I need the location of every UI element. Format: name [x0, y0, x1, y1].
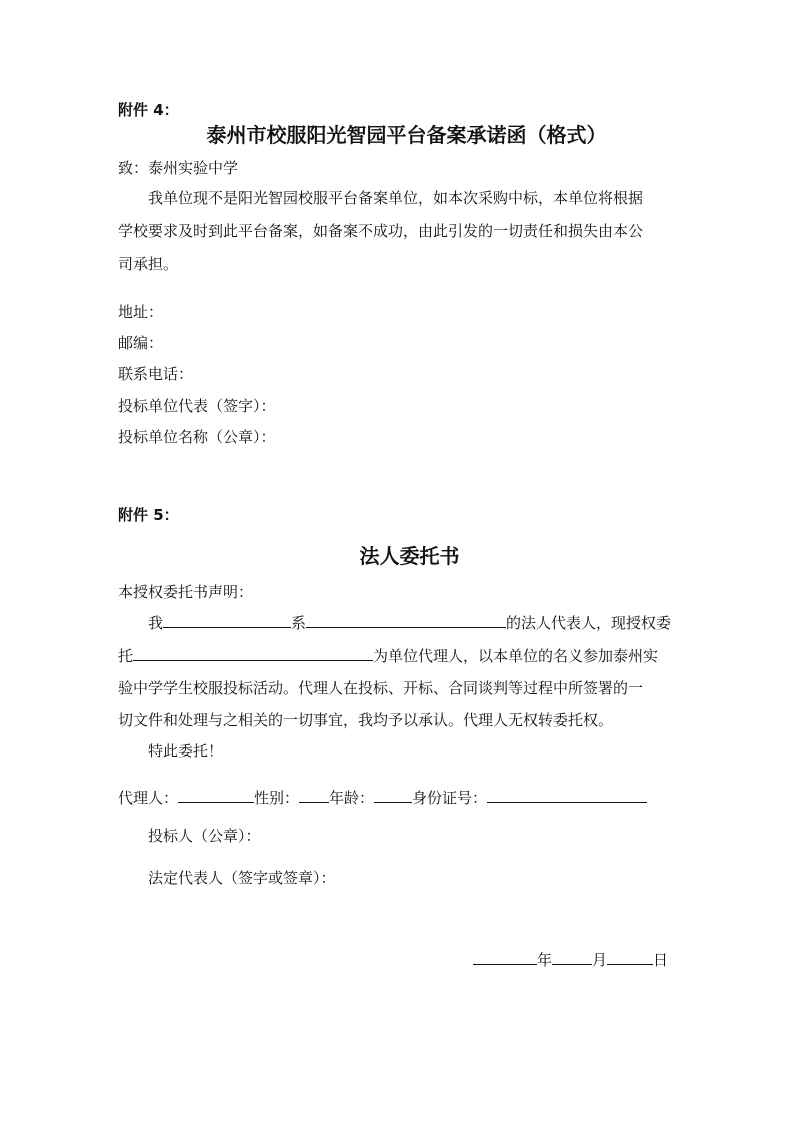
authorization-body-line-4: 切文件和处理与之相关的一切事宜，我均予以承认。代理人无权转委托权。 [118, 711, 614, 729]
text-wo: 我 [148, 614, 164, 632]
blank-agent[interactable] [178, 787, 254, 803]
blank-agent-name[interactable] [133, 645, 373, 661]
commitment-body-line-2: 学校要求及时到此平台备案，如备案不成功，由此引发的一切责任和损失由本公 [118, 222, 644, 240]
field-postcode: 邮编： [118, 334, 164, 352]
blank-company-name[interactable] [306, 612, 506, 628]
commitment-body-line-1: 我单位现不是阳光智园校服平台备案单位，如本次采购中标，本单位将根据 [148, 189, 644, 207]
agent-info-row [118, 787, 647, 808]
blank-year[interactable] [473, 949, 537, 965]
commitment-body-line-3: 司承担。 [118, 255, 179, 273]
attachment-4-title: 泰州市校服阳光智园平台备案承诺函（格式） [206, 123, 607, 147]
blank-day[interactable] [607, 949, 653, 965]
field-bidder-representative: 投标单位代表（签字）： [118, 397, 276, 415]
label-id-number: 身份证号： [412, 789, 488, 807]
authorization-intro: 本授权委托书声明： [118, 583, 254, 601]
blank-month[interactable] [552, 949, 592, 965]
authorization-line-2 [118, 645, 658, 666]
authorization-body-line-3: 验中学学生校服投标活动。代理人在投标、开标、合同谈判等过程中所签署的一 [118, 679, 644, 697]
attachment-5-title: 法人委托书 [359, 544, 460, 568]
label-gender: 性别： [254, 789, 300, 807]
label-month: 月 [592, 951, 608, 969]
attachment-4-label: 附件 4： [118, 101, 179, 119]
label-year: 年 [537, 951, 553, 969]
recipient-line: 致：泰州实验中学 [118, 159, 239, 177]
field-bidder-name: 投标单位名称（公章）： [118, 428, 276, 446]
date-row [473, 949, 668, 970]
label-day: 日 [653, 951, 669, 969]
label-agent: 代理人： [118, 789, 179, 807]
blank-gender[interactable] [299, 787, 329, 803]
bidder-seal-label: 投标人（公章）： [148, 827, 261, 845]
text-agent-purpose: 为单位代理人，以本单位的名义参加泰州实 [373, 647, 659, 665]
blank-id-number[interactable] [487, 787, 647, 803]
legal-rep-signature-label: 法定代表人（签字或签章）： [148, 869, 336, 887]
authorization-line-1 [148, 612, 671, 633]
text-tuo: 托 [118, 647, 134, 665]
blank-age[interactable] [374, 787, 412, 803]
field-phone: 联系电话： [118, 365, 194, 383]
label-age: 年龄： [329, 789, 375, 807]
blank-legal-rep-name[interactable] [163, 612, 291, 628]
text-xi: 系 [291, 614, 307, 632]
attachment-5-label: 附件 5： [118, 506, 179, 524]
text-legal-rep: 的法人代表人，现授权委 [506, 614, 672, 632]
authorization-closing: 特此委托！ [148, 742, 224, 760]
field-address: 地址： [118, 303, 164, 321]
